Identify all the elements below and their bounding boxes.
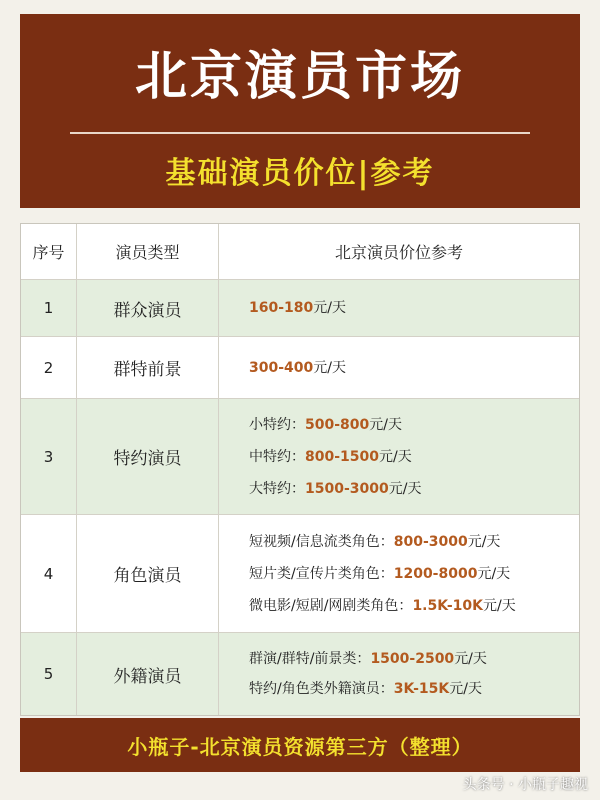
table-row <box>21 399 579 515</box>
row-number: 1 <box>21 280 77 336</box>
price-line: 160-180元/天 <box>249 300 346 316</box>
table-row <box>21 633 579 715</box>
table-row <box>21 337 579 399</box>
table-row <box>21 515 579 633</box>
column-header-type: 演员类型 <box>77 224 219 279</box>
watermark: 头条号 · 小瓶子趣视 <box>462 777 588 793</box>
price-cell <box>219 633 579 715</box>
price-cell <box>219 515 579 632</box>
page-subtitle: 基础演员价位|参考 <box>165 156 435 191</box>
column-header-price: 北京演员价位参考 <box>334 243 463 262</box>
price-line: 小特约：500-800元/天 <box>249 416 402 433</box>
actor-type: 群特前景 <box>77 337 219 398</box>
price-line: 300-400元/天 <box>249 359 346 376</box>
table-header-row <box>21 224 579 280</box>
title-divider <box>70 132 530 134</box>
price-line: 大特约：1500-3000元/天 <box>249 480 422 497</box>
price-cell <box>219 280 579 336</box>
column-header-no: 序号 <box>21 224 77 279</box>
page-title: 北京演员市场 <box>134 47 465 107</box>
price-cell <box>219 399 579 514</box>
price-table <box>20 223 580 716</box>
price-line: 短片类/宣传片类角色：1200-8000元/天 <box>249 565 511 582</box>
row-number: 3 <box>21 399 77 514</box>
actor-type: 特约演员 <box>77 399 219 514</box>
actor-type: 角色演员 <box>77 515 219 632</box>
row-number: 5 <box>21 633 77 715</box>
price-line: 特约/角色类外籍演员：3K-15K元/天 <box>249 681 482 697</box>
price-line: 中特约：800-1500元/天 <box>249 448 412 465</box>
price-line: 微电影/短剧/网剧类角色：1.5K-10K元/天 <box>249 597 516 614</box>
table-row <box>21 280 579 337</box>
price-cell <box>219 337 579 398</box>
row-number: 4 <box>21 515 77 632</box>
price-line: 短视频/信息流类角色：800-3000元/天 <box>249 533 501 550</box>
header-banner <box>20 14 580 208</box>
actor-type: 外籍演员 <box>77 633 219 715</box>
footer-banner: 小瓶子-北京演员资源第三方（整理） <box>20 718 580 772</box>
actor-type: 群众演员 <box>77 280 219 336</box>
price-line: 群演/群特/前景类：1500-2500元/天 <box>249 651 487 667</box>
row-number: 2 <box>21 337 77 398</box>
